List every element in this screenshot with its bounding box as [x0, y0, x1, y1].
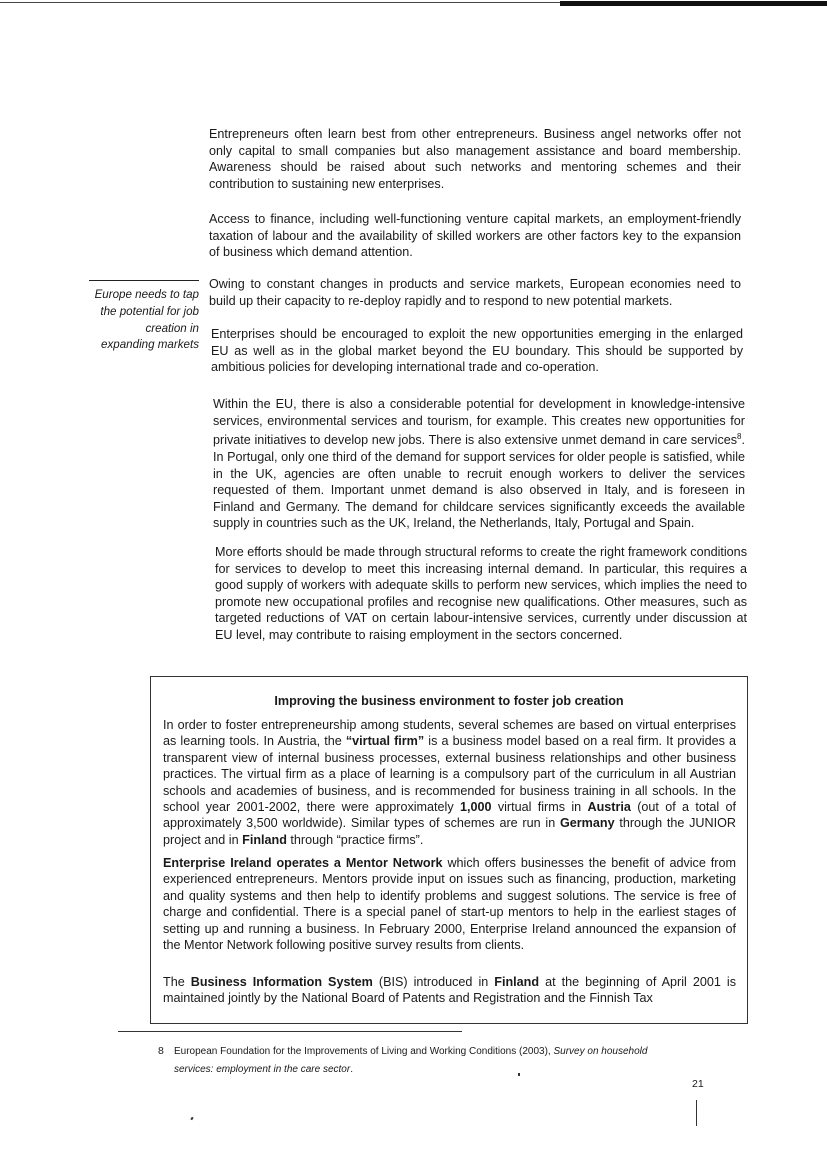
bold-span: Germany	[559, 816, 615, 831]
paragraph-text	[209, 211, 741, 261]
box-title: Improving the business environment to foster job creation	[274, 694, 624, 708]
footnote-title-first-line: Survey on household	[553, 1046, 648, 1057]
text-span: is a business model based on a real firm. It provides a transparent view of internal business processes, external business relationships and other business practices. The virtual firm as a place of learning is a compulsory part of the curriculum in all Austrian schools and academies of business, and is recommended for business training in all schools. In the school year 2001-2002, there were approximately	[163, 734, 736, 815]
footnote-end: .	[350, 1063, 353, 1075]
text-span: The	[163, 975, 191, 989]
footnote-number: 8	[158, 1045, 164, 1057]
case-study-box	[150, 676, 748, 1024]
bold-span: Austria	[587, 800, 631, 815]
scan-speck	[518, 1073, 520, 1076]
text-span: Entrepreneurs often learn best from other entrepreneurs. Business angel networks offer not only capital to small companies but also management assistance and board membership. Awareness should be raised about such networks and mentoring schemes and their contribution to sustaining new enterprises.	[209, 127, 741, 191]
paragraph-within-eu	[213, 396, 745, 532]
bold-span: Finland	[494, 975, 540, 989]
top-border-line	[0, 0, 827, 6]
box-paragraph-mentor-network	[163, 855, 736, 953]
footnote-reference: 8	[737, 432, 742, 442]
margin-note: Europe needs to tap the potential for job creation in expanding markets	[89, 280, 199, 354]
bold-span: Business Information System	[190, 975, 373, 989]
scan-speck	[190, 1117, 193, 1121]
paragraph-text	[211, 326, 743, 376]
bold-span: “virtual firm”	[345, 734, 425, 749]
text-span: More efforts should be made through structural reforms to create the right framework conditions for services to develop to meet this increasing internal demand. In particular, this requires a good supply of workers with adequate skills to perform new services, which implies the need to promote new occupational profiles and recognise new qualifications. Other measures, such as targeted reductions of VAT on certain labour-intensive services, currently under discussion at EU level, may contribute to raising employment in the sectors concerned.	[215, 545, 747, 642]
text-span: Owing to constant changes in products and service markets, European economies need to build up their capacity to re-deploy rapidly and to respond to new potential markets.	[209, 277, 741, 308]
text-span: In order to foster entrepreneurship among students, several schemes are based on virtual enterprises as learning tools. In Austria, the	[163, 718, 736, 749]
bold-span: 1,000	[459, 800, 492, 815]
footnote-rule	[118, 1031, 462, 1032]
bold-span: Enterprise Ireland operates a Mentor Network	[163, 856, 443, 870]
paragraph-structural-reforms	[215, 544, 747, 644]
paragraph-text	[209, 276, 741, 309]
text-span: (out of a total of approximately 3,500 worldwide). Similar types of schemes are run in	[163, 800, 737, 831]
paragraph-text	[213, 396, 745, 532]
text-span: which offers businesses the benefit of advice from experienced entrepreneurs. Mentors provide input on issues such as financing, production, marketing and quality systems and then help to identify problems and suggest solutions. The service is free of charge and confidential. There is a special panel of start-up mentors to help in the earliest stages of setting up and running a business. In February 2000, Enterprise Ireland announced the expansion of the Mentor Network following positive survey results from clients.	[163, 856, 736, 953]
text-span: through “practice firms”.	[286, 832, 424, 847]
text-span: Enterprises should be encouraged to exploit the new opportunities emerging in the enlarged EU as well as in the global market beyond the EU boundary. This should be supported by ambitious policies for developing international trade and co-operation.	[211, 327, 743, 375]
text-span: through the JUNIOR project and in	[163, 816, 736, 847]
text-span: . In Portugal, only one third of the demand for support services for older people is satisfied, while in the UK, agencies are often unable to recruit enough workers to deliver the services requested of them. Important unmet demand is also observed in Italy, and is foreseen in Finland and Germany. The demand for childcare services significantly exceeds the available supply in countries such as the UK, Ireland, the Netherlands, Italy, Portugal and Spain.	[213, 433, 745, 531]
text-span: virtual firms in	[491, 800, 588, 815]
text-span: Access to finance, including well-functioning venture capital markets, an employment-friendly taxation of labour and the availability of skilled workers are other factors key to the expansion of business which demand attention.	[209, 212, 741, 260]
paragraph-changing-markets	[209, 276, 741, 309]
top-rule-thin	[0, 2, 620, 3]
footnote	[158, 1043, 718, 1078]
box-paragraph-business-information-system	[163, 974, 736, 1007]
pen-mark	[696, 1100, 697, 1126]
paragraph-text	[209, 126, 741, 192]
text-span: Within the EU, there is also a considerable potential for development in knowledge-intensive services, environmental services and tourism, for example. This creates new opportunities for private initiatives to develop new jobs. There is also extensive unmet demand in care services	[213, 397, 745, 448]
footnote-title-second-line: services: employment in the care sector	[174, 1063, 351, 1075]
text-span: at the beginning of April 2001 is maintained jointly by the National Board of Patents and Registration and the Finnish Tax	[163, 975, 737, 1006]
top-rule-thick	[560, 1, 827, 6]
paragraph-access-to-finance	[209, 211, 741, 261]
paragraph-enlarged-eu	[211, 326, 743, 376]
paragraph-business-angels	[209, 126, 741, 192]
bold-span: Finland	[242, 832, 287, 847]
page-number: 21	[692, 1078, 704, 1090]
footnote-text: European Foundation for the Improvements of Living and Working Conditions (2003),	[174, 1046, 554, 1057]
text-span: (BIS) introduced in	[372, 975, 495, 989]
paragraph-text	[215, 544, 747, 644]
box-paragraph-virtual-firm	[163, 717, 736, 848]
